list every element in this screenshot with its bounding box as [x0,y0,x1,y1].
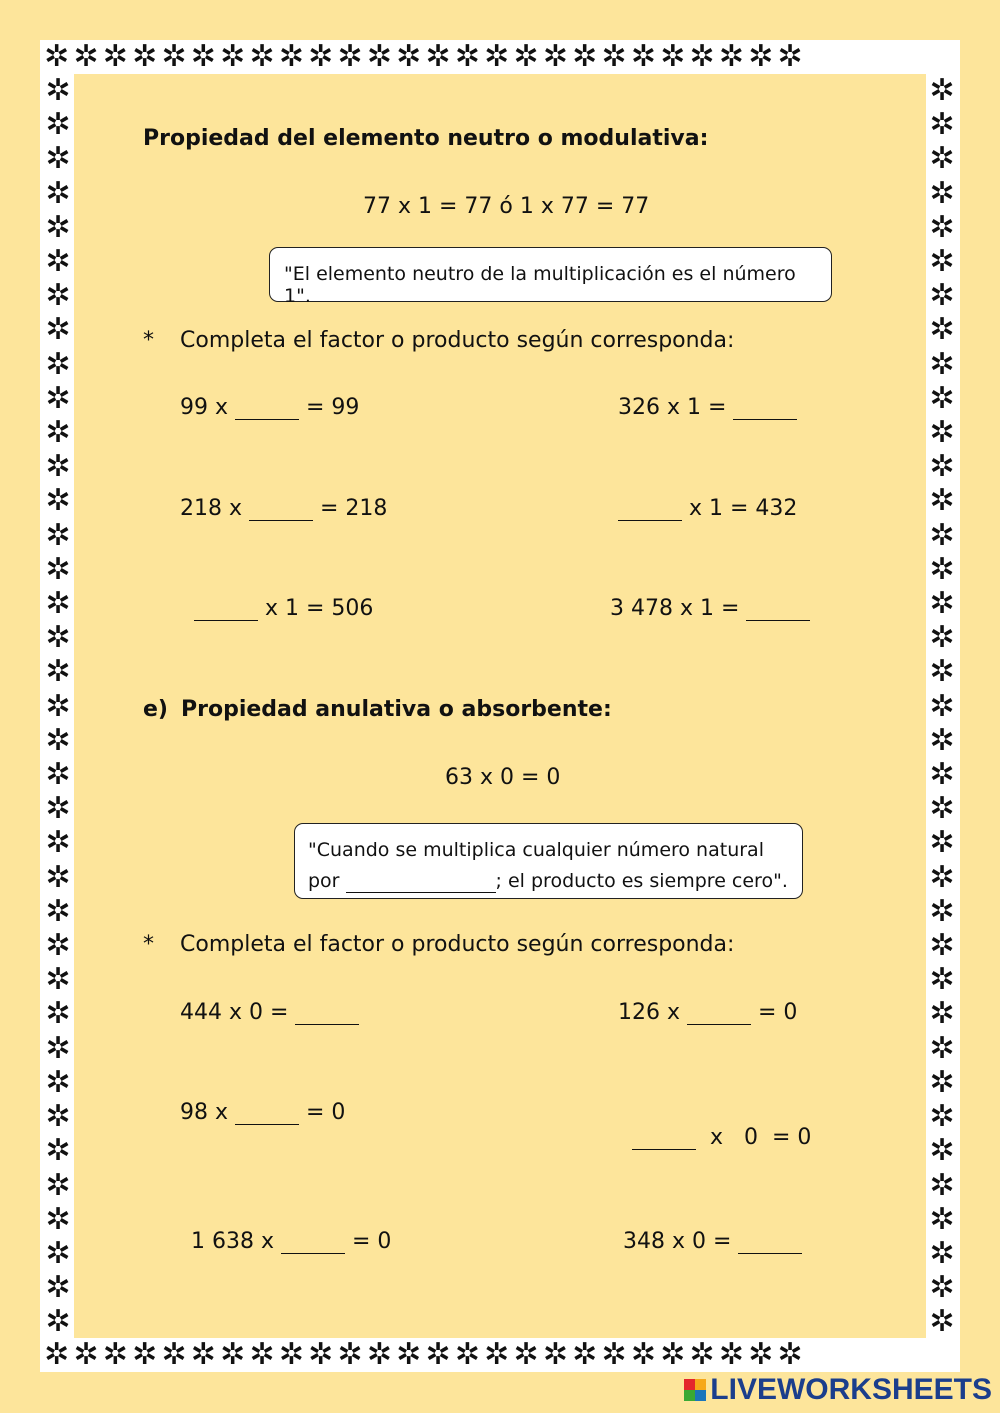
liveworksheets-logo [684,1373,992,1407]
answer-e4[interactable] [632,1125,696,1150]
answer-e5[interactable] [281,1229,345,1254]
exercise-e6: 348 x 0 = [623,1229,802,1254]
section-d-rule-box [269,247,832,307]
section-d-example: 77 x 1 = 77 ó 1 x 77 = 77 [363,194,650,219]
liveworksheets-icon [684,1379,706,1401]
section-d-rule: "El elemento neutro de la multiplicación es el número 1". [284,263,796,307]
answer-d2[interactable] [733,395,797,420]
exercise-d2: 326 x 1 = [618,395,797,420]
section-e-example: 63 x 0 = 0 [445,765,561,790]
exercise-e4: x 0 = 0 [618,1100,811,1150]
star-border-top: ✲✲✲✲✲✲✲✲✲✲✲✲✲✲✲✲✲✲✲✲✲✲✲✲✲✲ [44,42,807,72]
exercise-d4: x 1 = 432 [618,496,797,521]
answer-d4[interactable] [618,496,682,521]
exercise-e3: 98 x = 0 [180,1100,346,1125]
answer-e3[interactable] [235,1100,299,1125]
section-e-rule-line2: por ; el producto es siempre cero". [308,870,788,892]
exercise-e2: 126 x = 0 [618,1000,798,1025]
section-e-title: Propiedad anulativa o absorbente: [181,697,612,722]
brand-text: LIVEWORKSHEETS [710,1373,992,1406]
section-d-bullet: * [143,328,154,353]
section-e-bullet: * [143,932,154,957]
section-e-instruction: Completa el factor o producto según corresponda: [180,932,735,957]
answer-d5[interactable] [194,596,258,621]
star-border-bottom: ✲✲✲✲✲✲✲✲✲✲✲✲✲✲✲✲✲✲✲✲✲✲✲✲✲✲ [44,1340,807,1370]
section-e-rule-line1: "Cuando se multiplica cualquier número natural [308,839,764,861]
exercise-d3: 218 x = 218 [180,496,388,521]
exercise-d6: 3 478 x 1 = [610,596,810,621]
exercise-e5: 1 638 x = 0 [191,1229,392,1254]
exercise-d5: x 1 = 506 [194,596,373,621]
exercise-d1: 99 x = 99 [180,395,360,420]
section-d-instruction: Completa el factor o producto según corresponda: [180,328,735,353]
answer-e1[interactable] [295,1000,359,1025]
section-e-rule-box [294,823,803,899]
section-e-letter: e) [143,697,168,722]
star-border-left: ✲✲✲✲✲✲✲✲✲✲✲✲✲✲✲✲✲✲✲✲✲✲✲✲✲✲✲✲✲✲✲✲✲✲✲✲✲ [45,74,71,1338]
exercise-e1: 444 x 0 = [180,1000,359,1025]
answer-d1[interactable] [235,395,299,420]
answer-e-rule[interactable] [346,872,496,893]
answer-e2[interactable] [687,1000,751,1025]
star-border-right: ✲✲✲✲✲✲✲✲✲✲✲✲✲✲✲✲✲✲✲✲✲✲✲✲✲✲✲✲✲✲✲✲✲✲✲✲✲ [929,74,955,1338]
answer-d3[interactable] [249,496,313,521]
section-d-title: Propiedad del elemento neutro o modulativa: [143,126,709,151]
answer-e6[interactable] [738,1229,802,1254]
answer-d6[interactable] [746,596,810,621]
